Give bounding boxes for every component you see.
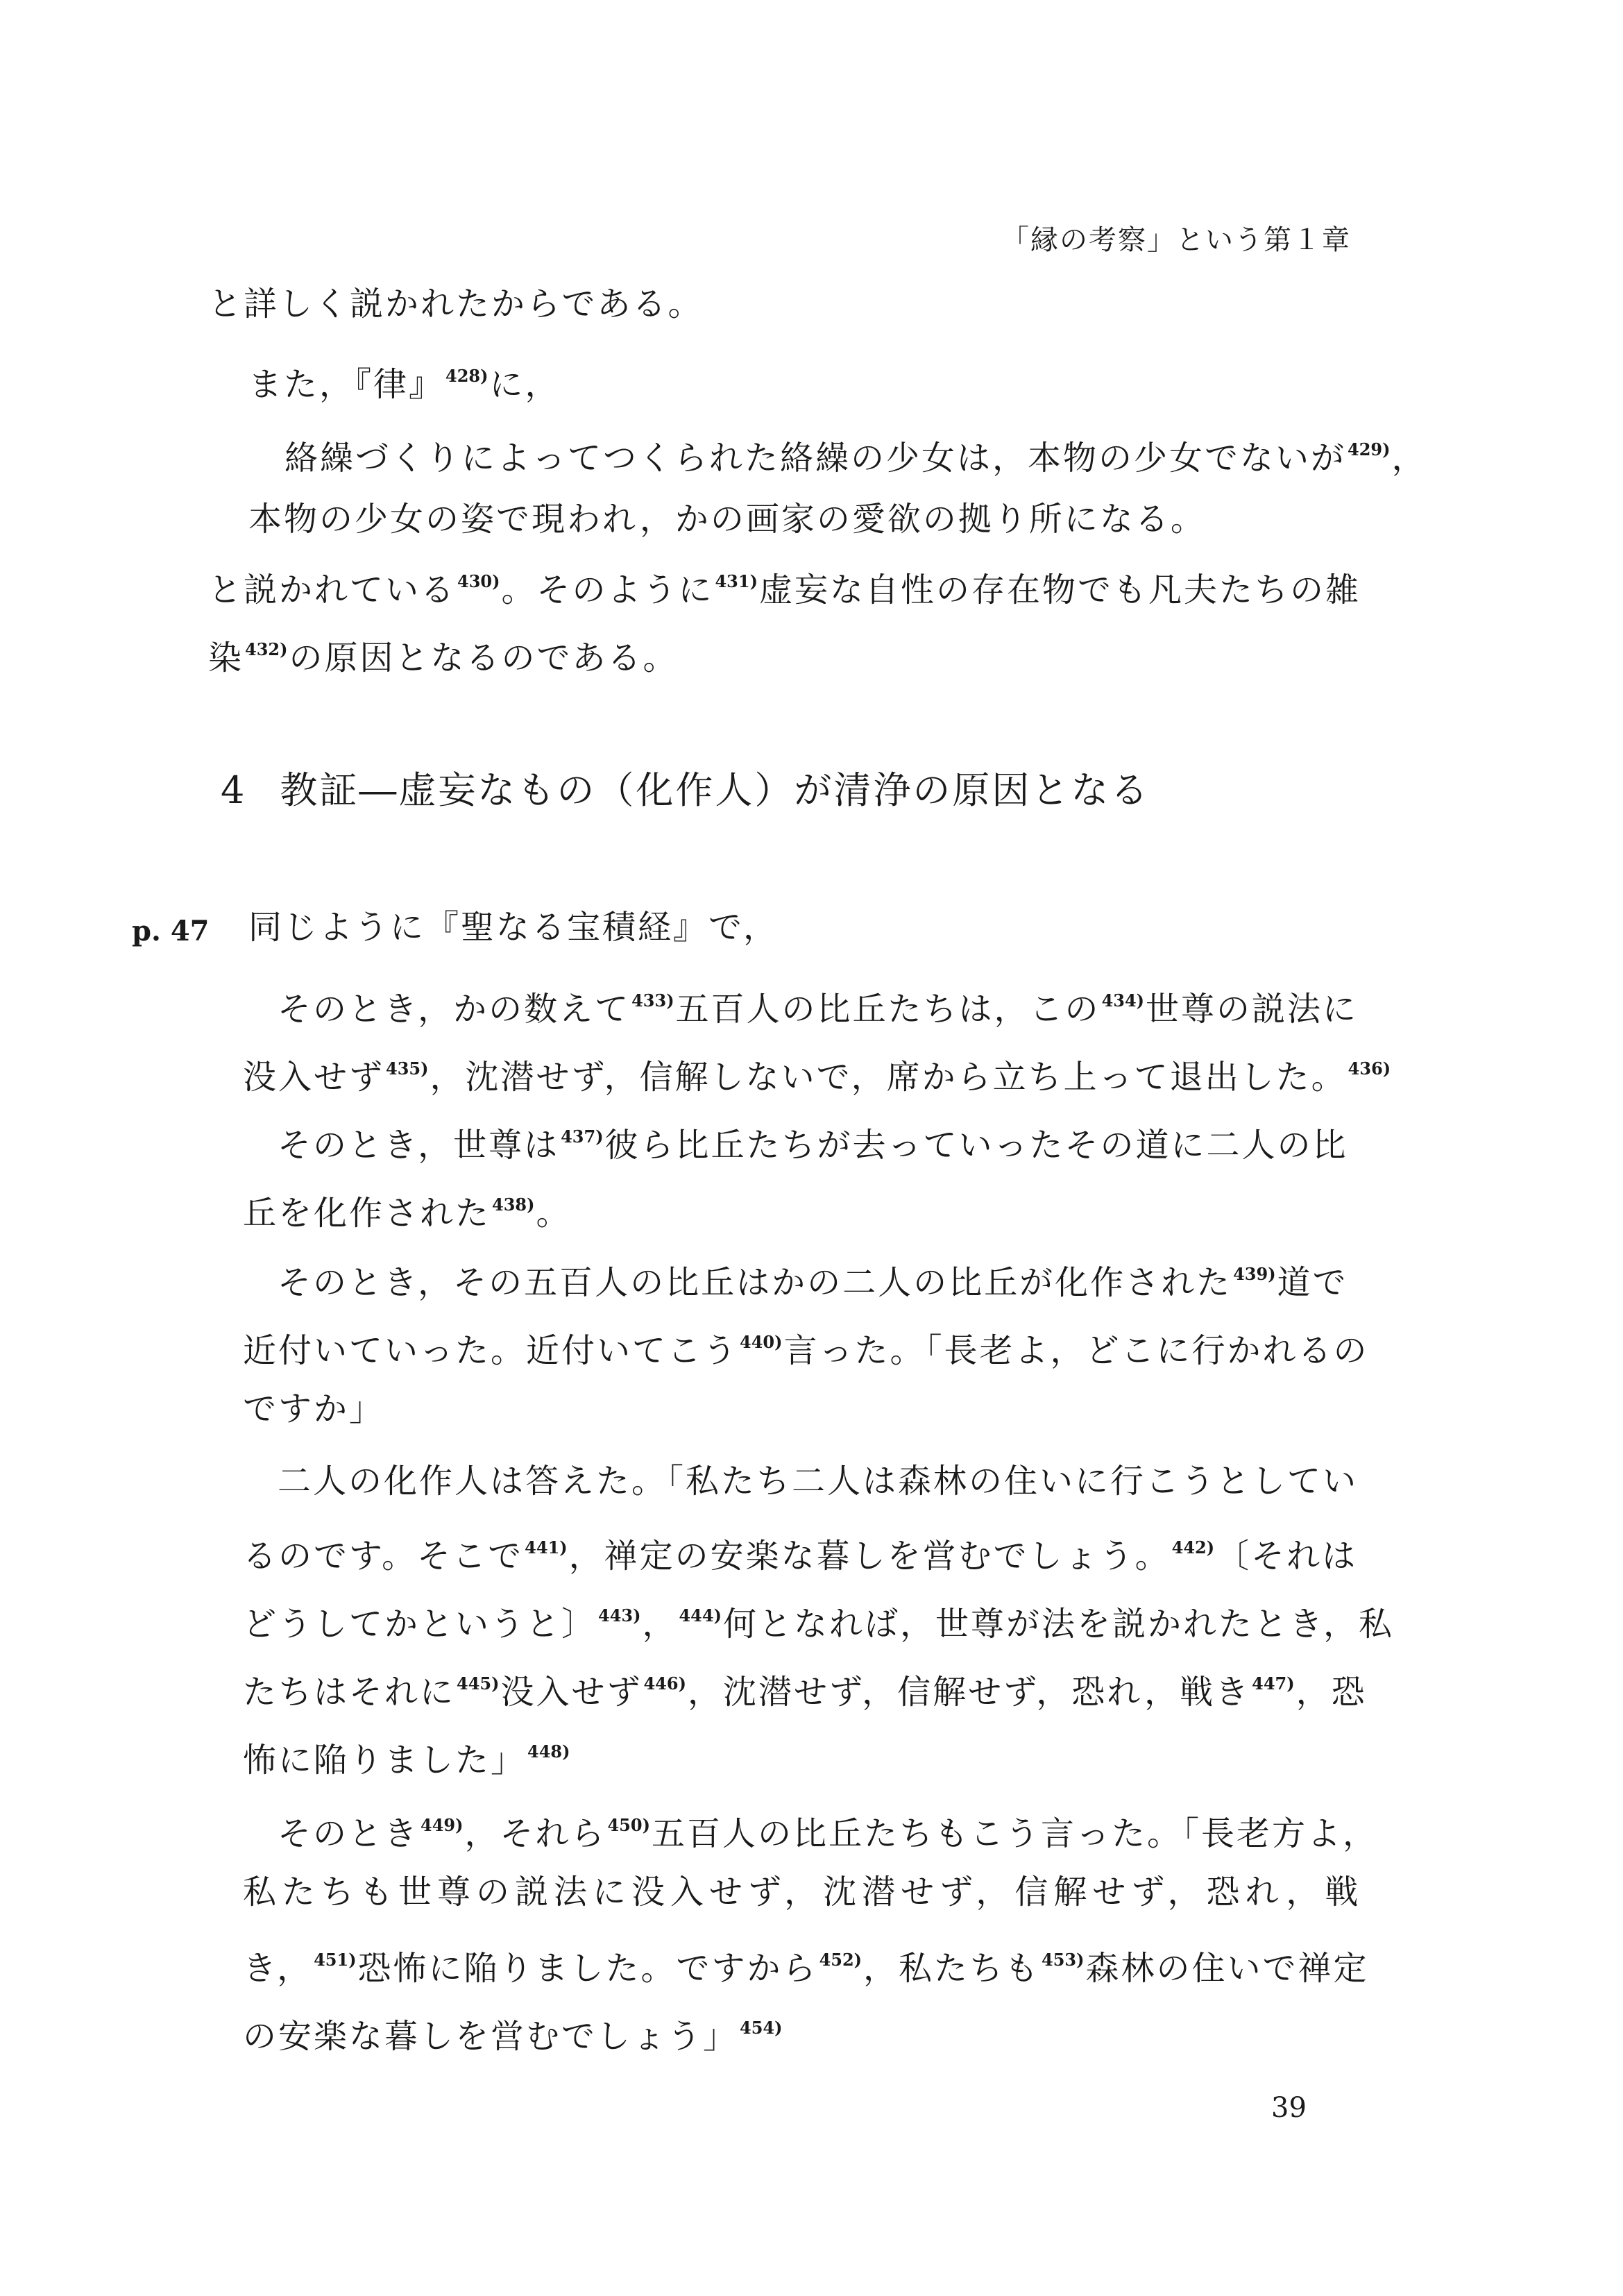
text: 道で: [1277, 1263, 1348, 1302]
footnote-marker: 438): [492, 1195, 535, 1215]
footnote-marker: 453): [1042, 1950, 1085, 1970]
text: の原因となるのである。: [289, 639, 679, 677]
footnote-marker: 437): [561, 1126, 604, 1147]
text: たちはそれに: [243, 1673, 456, 1712]
text-line: [208, 283, 704, 325]
text: 言った。「長老よ，どこに行かれるの: [783, 1331, 1369, 1370]
quote-line: [243, 1939, 1369, 1989]
quote-line: [278, 1116, 1348, 1166]
text: 私たちも世尊の説法に没入せず，沈潜せず，信解せず，恐れ，戦: [243, 1873, 1364, 1911]
footnote-marker: 433): [631, 990, 674, 1011]
text-line: [208, 629, 678, 679]
footnote-marker: 432): [245, 639, 288, 659]
footnote-marker: 450): [607, 1815, 650, 1835]
quote-line: [243, 1388, 384, 1430]
section-number: 4: [221, 768, 247, 812]
footnote-marker: 454): [740, 2018, 783, 2038]
footnote-marker: 435): [386, 1058, 429, 1079]
text: ですか」: [243, 1390, 385, 1428]
page-number: 39: [1271, 2092, 1307, 2124]
quote-line: [243, 1322, 1368, 1371]
text: 森林の住いで禅定: [1085, 1949, 1369, 1988]
text: 恐怖に陥りました。ですから: [357, 1949, 818, 1988]
footnote-marker: 445): [457, 1673, 500, 1694]
text: 何となれば，世尊が法を説かれたとき，私: [722, 1605, 1395, 1644]
text: そのとき，その五百人の比丘はかの二人の比丘が化作された: [278, 1263, 1232, 1302]
text: き，: [243, 1949, 313, 1988]
text: 丘を化作された: [243, 1194, 491, 1233]
text: と説かれている: [208, 571, 457, 609]
text: そのとき，かの数えて: [278, 990, 631, 1029]
text: 五百人の比丘たちもこう言った。「長老方よ，: [651, 1814, 1378, 1853]
text: 虚妄な自性の存在物でも凡夫たちの雑: [758, 571, 1361, 609]
text: の安楽な暮しを営むでしょう」: [243, 2017, 739, 2056]
footnote-marker: 451): [314, 1950, 357, 1970]
footnote-marker: 447): [1252, 1673, 1295, 1694]
text: 。: [536, 1194, 572, 1233]
quote-line: [284, 429, 1427, 479]
footnote-marker: 443): [598, 1605, 641, 1626]
text-line: [208, 561, 1361, 611]
footnote-marker: 440): [740, 1332, 783, 1352]
text: また，『律』: [248, 365, 445, 404]
text: ，禅定の安楽な暮しを営むでしょう。: [568, 1537, 1171, 1576]
quote-line: [243, 1595, 1394, 1645]
footnote-marker: 430): [457, 571, 500, 591]
text: ，: [1391, 439, 1427, 478]
footnote-marker: 439): [1233, 1264, 1276, 1284]
text: ，私たちも: [863, 1949, 1041, 1988]
text: 世尊の説法に: [1146, 990, 1359, 1029]
quote-line: [278, 1253, 1348, 1303]
text: ，沈潜せず，信解せず，恐れ，戦き: [687, 1673, 1251, 1712]
running-header: 「縁の考察」という第１章: [1001, 224, 1351, 256]
quote-line: [248, 498, 1206, 540]
text: 。そのように: [501, 571, 714, 609]
text: 近付いていった。近付いてこう: [243, 1331, 739, 1370]
quote-line: [243, 2007, 783, 2057]
text: ，: [642, 1605, 678, 1644]
quote-line: [243, 1663, 1367, 1713]
text-line: [248, 355, 560, 405]
text: 〔それは: [1216, 1537, 1358, 1576]
footnote-marker: 442): [1171, 1537, 1215, 1558]
quote-line: [243, 1184, 571, 1234]
quote-line: [243, 1048, 1392, 1098]
quote-line: [278, 980, 1358, 1030]
text: 絡繰づくりによってつくられた絡繰の少女は，本物の少女でないが: [284, 439, 1347, 478]
text: 本物の少女の姿で現われ，かの画家の愛欲の拠り所になる。: [248, 500, 1206, 539]
text: 彼ら比丘たちが去っていったその道に二人の比: [604, 1126, 1348, 1165]
page-reference: p. 47: [132, 915, 210, 947]
text: ，恐: [1295, 1673, 1367, 1712]
section-heading: [221, 761, 1150, 814]
quote-line: [243, 1527, 1357, 1577]
text: 染: [208, 639, 244, 677]
footnote-marker: 429): [1348, 439, 1391, 459]
quote-line: [278, 1805, 1378, 1855]
text: 没入せず: [243, 1058, 385, 1097]
footnote-marker: 446): [643, 1673, 686, 1694]
text: に，: [489, 365, 561, 404]
text: 同じように『聖なる宝積経』で，: [248, 908, 779, 947]
text: 怖に陥りました」: [243, 1741, 527, 1780]
quote-line: [243, 1731, 571, 1781]
text: 没入せず: [500, 1673, 643, 1712]
quote-line: [243, 1871, 1363, 1913]
footnote-marker: 452): [819, 1950, 863, 1970]
text: 五百人の比丘たちは，この: [675, 990, 1101, 1029]
footnote-marker: 431): [715, 571, 758, 591]
text: るのです。そこで: [243, 1537, 524, 1576]
footnote-marker: 449): [420, 1815, 464, 1835]
footnote-marker: 448): [527, 1741, 570, 1762]
footnote-marker: 428): [445, 366, 488, 386]
text: そのとき: [278, 1814, 420, 1853]
text: 二人の化作人は答えた。「私たち二人は森林の住いに行こうとしてい: [278, 1462, 1359, 1501]
footnote-marker: 436): [1348, 1058, 1391, 1079]
text: そのとき，世尊は: [278, 1126, 560, 1165]
text: と詳しく説かれたからである。: [208, 285, 704, 323]
footnote-marker: 434): [1101, 990, 1145, 1011]
footnote-marker: 441): [525, 1537, 568, 1558]
quote-line: [278, 1460, 1358, 1502]
text: ，沈潜せず，信解しないで，席から立ち上って退出した。: [430, 1058, 1347, 1097]
text: どうしてかというと〕: [243, 1605, 597, 1644]
text: ，それら: [464, 1814, 606, 1853]
footnote-marker: 444): [679, 1605, 722, 1626]
text-line: [248, 906, 779, 948]
section-title: 教証―虚妄なもの（化作人）が清浄の原因となる: [280, 768, 1150, 812]
